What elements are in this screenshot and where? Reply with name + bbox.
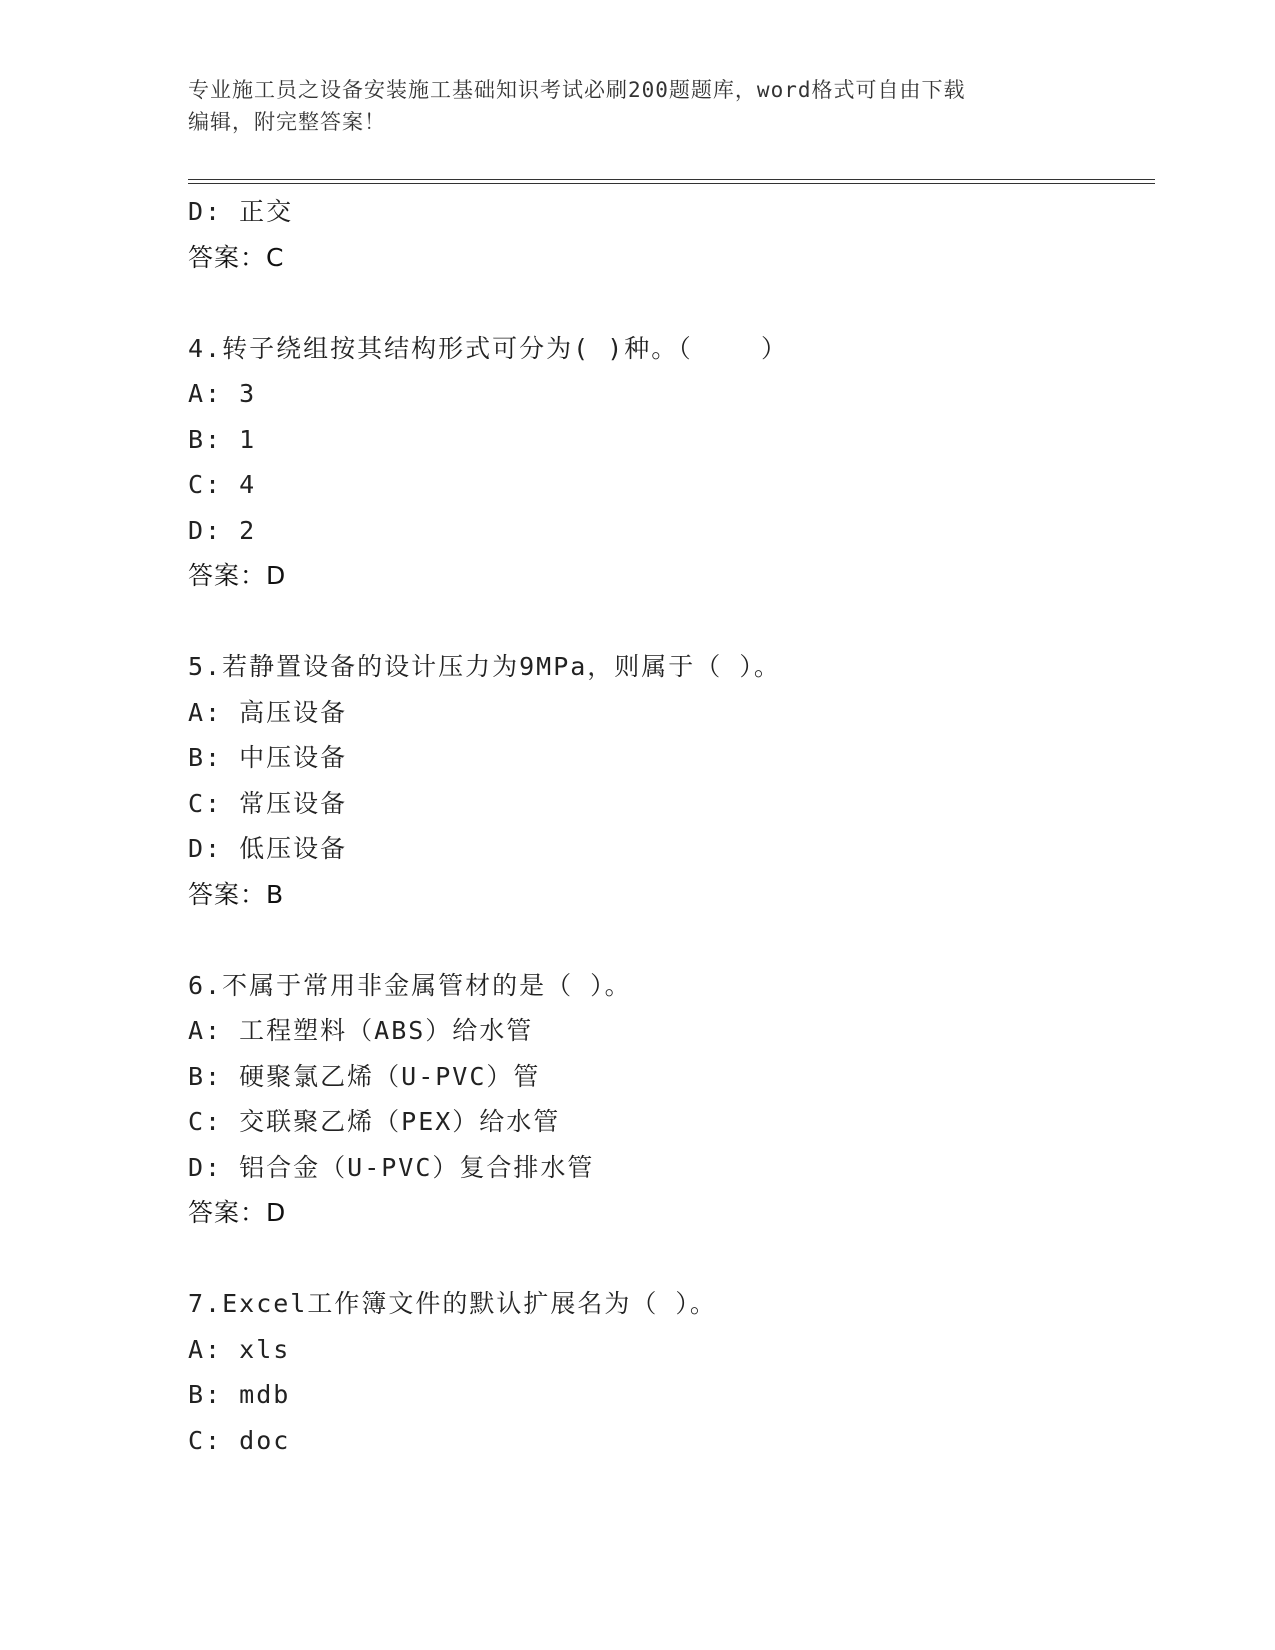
header-divider-top bbox=[188, 179, 1155, 180]
q4-option-c: C: 4 bbox=[188, 470, 257, 499]
question-7 bbox=[188, 1281, 1148, 1463]
q6-option-d: D: 铝合金（U-PVC）复合排水管 bbox=[188, 1152, 595, 1182]
q4-answer: 答案：D bbox=[188, 561, 287, 590]
header-divider-bottom bbox=[188, 183, 1155, 184]
q6-stem: 6.不属于常用非金属管材的是（ ）。 bbox=[188, 970, 632, 1000]
spacer bbox=[188, 1236, 1148, 1282]
spacer bbox=[188, 599, 1148, 645]
question-6 bbox=[188, 963, 1148, 1236]
q5-option-d: D: 低压设备 bbox=[188, 834, 348, 863]
q3-option-d: D: 正交 bbox=[188, 197, 294, 226]
q5-stem: 5.若静置设备的设计压力为9MPa，则属于（ ）。 bbox=[188, 652, 781, 681]
q7-stem: 7.Excel工作簿文件的默认扩展名为（ ）。 bbox=[188, 1289, 717, 1318]
header-title-line-2: 编辑，附完整答案！ bbox=[188, 110, 386, 134]
q6-option-b: B: 硬聚氯乙烯（U-PVC）管 bbox=[188, 1061, 541, 1091]
spacer bbox=[188, 280, 1148, 326]
header-title-line-1: 专业施工员之设备安装施工基础知识考试必刷200题题库，word格式可自由下载 bbox=[188, 78, 966, 102]
question-list bbox=[188, 189, 1148, 1463]
q5-option-c: C: 常压设备 bbox=[188, 788, 348, 818]
q5-answer: 答案：B bbox=[188, 879, 285, 909]
q3-answer: 答案：C bbox=[188, 242, 285, 272]
document-header bbox=[188, 74, 1068, 138]
q5-option-a: A: 高压设备 bbox=[188, 697, 348, 727]
q6-option-a: A: 工程塑料（ABS）给水管 bbox=[188, 1016, 534, 1045]
question-5 bbox=[188, 644, 1148, 917]
q6-option-c: C: 交联聚乙烯（PEX）给水管 bbox=[188, 1107, 561, 1136]
q4-option-a: A: 3 bbox=[188, 379, 257, 408]
q4-stem: 4.转子绕组按其结构形式可分为( )种。（ ） bbox=[188, 333, 788, 363]
q4-option-b: B: 1 bbox=[188, 424, 257, 454]
q4-option-d: D: 2 bbox=[188, 515, 257, 545]
spacer bbox=[188, 917, 1148, 963]
q7-option-a: A: xls bbox=[188, 1334, 291, 1364]
q7-option-b: B: mdb bbox=[188, 1380, 291, 1409]
q7-option-c: C: doc bbox=[188, 1425, 291, 1455]
q6-answer: 答案：D bbox=[188, 1198, 287, 1227]
q5-option-b: B: 中压设备 bbox=[188, 743, 348, 772]
question-4 bbox=[188, 326, 1148, 599]
